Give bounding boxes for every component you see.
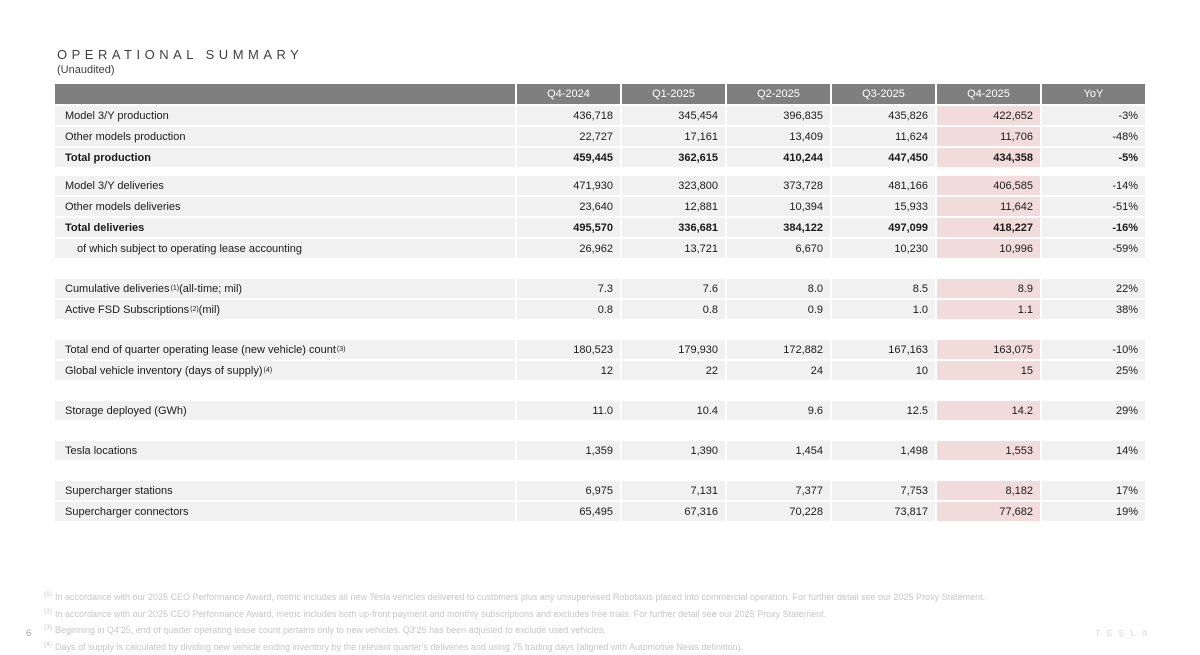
cell-q4-2024: 7.3 [517,279,620,298]
cell-q3-2025: 10,230 [832,239,935,258]
table-row [55,127,1145,146]
cell-q4-2025: 434,358 [937,148,1040,167]
cell-q4-2025: 10,996 [937,239,1040,258]
cell-q1-2025: 13,721 [622,239,725,258]
table-section-6 [55,441,1145,460]
header-cell-q3-2025: Q3-2025 [832,84,935,104]
cell-q4-2024: 6,975 [517,481,620,500]
cell-q1-2025: 1,390 [622,441,725,460]
cell-yoy: 38% [1042,300,1145,319]
cell-q4-2025: 11,642 [937,197,1040,216]
table-section-2 [55,176,1145,258]
cell-q3-2025: 8.5 [832,279,935,298]
row-label: Total end of quarter operating lease (new vehicle) count (3) [55,340,515,359]
tesla-wordmark: TESLA [1095,629,1154,638]
cell-q4-2024: 65,495 [517,502,620,521]
cell-q1-2025: 10.4 [622,401,725,420]
cell-yoy: -16% [1042,218,1145,237]
cell-yoy: 14% [1042,441,1145,460]
cell-yoy: 22% [1042,279,1145,298]
cell-q3-2025: 497,099 [832,218,935,237]
cell-q3-2025: 11,624 [832,127,935,146]
cell-q4-2025: 11,706 [937,127,1040,146]
cell-q3-2025: 73,817 [832,502,935,521]
table-row [55,300,1145,319]
row-label: Tesla locations [55,441,515,460]
row-label: Active FSD Subscriptions (2) (mil) [55,300,515,319]
cell-q2-2025: 0.9 [727,300,830,319]
cell-q4-2025: 77,682 [937,502,1040,521]
cell-q2-2025: 8.0 [727,279,830,298]
cell-yoy: -59% [1042,239,1145,258]
cell-q1-2025: 362,615 [622,148,725,167]
cell-yoy: -5% [1042,148,1145,167]
cell-q4-2025: 422,652 [937,106,1040,125]
cell-q4-2025: 8,182 [937,481,1040,500]
cell-yoy: -10% [1042,340,1145,359]
cell-q4-2024: 1,359 [517,441,620,460]
header-cell-empty [55,84,515,104]
table-section-5 [55,401,1145,420]
row-label: Total deliveries [55,218,515,237]
cell-q4-2024: 0.8 [517,300,620,319]
cell-yoy: 25% [1042,361,1145,380]
cell-q2-2025: 13,409 [727,127,830,146]
footnote: $^{(4)}$ Days of supply is calculated by dividing new vehicle ending inventory by the relevant quarter's deliveries and using 75 trading days (aligned with Automotive News definition). [44,640,744,652]
cell-q2-2025: 70,228 [727,502,830,521]
header-cell-q4-2025: Q4-2025 [937,84,1040,104]
cell-q3-2025: 435,826 [832,106,935,125]
cell-q4-2024: 495,570 [517,218,620,237]
row-label: Supercharger connectors [55,502,515,521]
table-row [55,106,1145,125]
cell-q4-2025: 1,553 [937,441,1040,460]
cell-q4-2025: 8.9 [937,279,1040,298]
table-row [55,218,1145,237]
cell-q1-2025: 7,131 [622,481,725,500]
cell-q4-2024: 180,523 [517,340,620,359]
cell-q3-2025: 7,753 [832,481,935,500]
cell-yoy: 19% [1042,502,1145,521]
cell-q3-2025: 12.5 [832,401,935,420]
cell-q2-2025: 396,835 [727,106,830,125]
cell-q3-2025: 15,933 [832,197,935,216]
footnote: $^{(2)}$ In accordance with our 2025 CEO Performance Award, metric includes both up-front payment and monthly subscriptions and excludes free trials. For further detail see our 2025 Proxy Statement. [44,607,827,619]
row-label: Other models deliveries [55,197,515,216]
cell-q3-2025: 167,163 [832,340,935,359]
header-cell-q1-2025: Q1-2025 [622,84,725,104]
cell-yoy: -48% [1042,127,1145,146]
page-subtitle: (Unaudited) [57,64,115,76]
cell-q2-2025: 384,122 [727,218,830,237]
cell-q4-2025: 14.2 [937,401,1040,420]
cell-q1-2025: 7.6 [622,279,725,298]
cell-yoy: -3% [1042,106,1145,125]
cell-q2-2025: 10,394 [727,197,830,216]
header-cell-q2-2025: Q2-2025 [727,84,830,104]
cell-q4-2024: 23,640 [517,197,620,216]
cell-q3-2025: 1,498 [832,441,935,460]
table-section-1 [55,106,1145,167]
cell-q2-2025: 24 [727,361,830,380]
table-row [55,441,1145,460]
table-row [55,340,1145,359]
cell-q1-2025: 323,800 [622,176,725,195]
cell-q2-2025: 410,244 [727,148,830,167]
cell-q1-2025: 22 [622,361,725,380]
cell-q4-2024: 22,727 [517,127,620,146]
cell-q4-2024: 11.0 [517,401,620,420]
header-cell-yoy: YoY [1042,84,1145,104]
cell-yoy: 29% [1042,401,1145,420]
row-label: Other models production [55,127,515,146]
page-number: 6 [26,628,32,639]
cell-yoy: -51% [1042,197,1145,216]
table-row [55,502,1145,521]
cell-q1-2025: 17,161 [622,127,725,146]
cell-q3-2025: 481,166 [832,176,935,195]
cell-q4-2024: 12 [517,361,620,380]
cell-q1-2025: 12,881 [622,197,725,216]
row-label: Cumulative deliveries (1) (all-time; mil) [55,279,515,298]
row-label: Global vehicle inventory (days of supply) (4) [55,361,515,380]
table-section-3 [55,279,1145,319]
cell-q2-2025: 172,882 [727,340,830,359]
cell-q2-2025: 6,670 [727,239,830,258]
cell-q1-2025: 336,681 [622,218,725,237]
table-section-7 [55,481,1145,521]
operational-summary-table [55,84,1145,523]
cell-q4-2024: 459,445 [517,148,620,167]
cell-q4-2025: 418,227 [937,218,1040,237]
table-row [55,197,1145,216]
table-row [55,148,1145,167]
table-row [55,401,1145,420]
cell-q2-2025: 373,728 [727,176,830,195]
cell-q3-2025: 1.0 [832,300,935,319]
cell-yoy: -14% [1042,176,1145,195]
table-row [55,361,1145,380]
footnote: $^{(3)}$ Beginning in Q4'25, end of quarter operating lease count pertains only to new vehicles. Q3'25 has been adjusted to exclude used vehicles. [44,624,606,635]
footnote: $^{(1)}$ In accordance with our 2025 CEO Performance Award, metric includes all new Tesla vehicles delivered to customers plus any unsupervised Robotaxis placed into commercial operation. For further detail see our 2025 Proxy Statement. [44,591,986,602]
table-header-row [55,84,1145,104]
header-cell-q4-2024: Q4-2024 [517,84,620,104]
cell-q4-2024: 471,930 [517,176,620,195]
cell-yoy: 17% [1042,481,1145,500]
row-label: Supercharger stations [55,481,515,500]
cell-q3-2025: 447,450 [832,148,935,167]
cell-q4-2025: 406,585 [937,176,1040,195]
cell-q2-2025: 7,377 [727,481,830,500]
table-row [55,279,1145,298]
cell-q4-2025: 163,075 [937,340,1040,359]
table-row [55,481,1145,500]
table-row [55,176,1145,195]
row-label: Model 3/Y deliveries [55,176,515,195]
cell-q1-2025: 179,930 [622,340,725,359]
cell-q4-2025: 1.1 [937,300,1040,319]
cell-q2-2025: 9.6 [727,401,830,420]
cell-q1-2025: 67,316 [622,502,725,521]
table-row [55,239,1145,258]
cell-q4-2024: 436,718 [517,106,620,125]
cell-q2-2025: 1,454 [727,441,830,460]
row-label: of which subject to operating lease accounting [55,239,515,258]
footnotes-block [44,588,1144,654]
page-title: OPERATIONAL SUMMARY [57,47,304,62]
cell-q4-2024: 26,962 [517,239,620,258]
cell-q1-2025: 345,454 [622,106,725,125]
cell-q1-2025: 0.8 [622,300,725,319]
cell-q3-2025: 10 [832,361,935,380]
row-label: Total production [55,148,515,167]
cell-q4-2025: 15 [937,361,1040,380]
table-section-4 [55,340,1145,380]
row-label: Storage deployed (GWh) [55,401,515,420]
row-label: Model 3/Y production [55,106,515,125]
